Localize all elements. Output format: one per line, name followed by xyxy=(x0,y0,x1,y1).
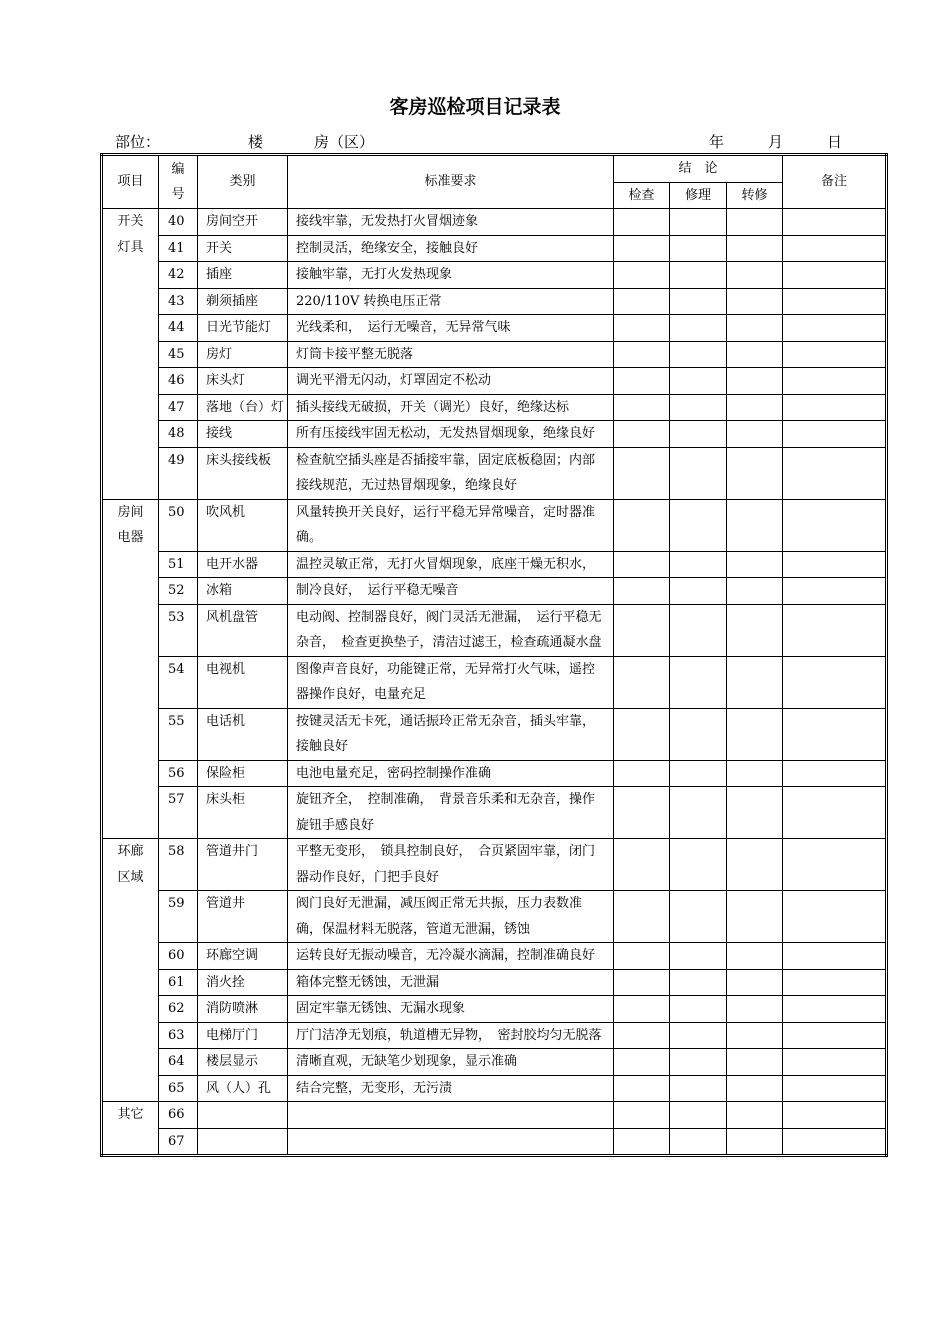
section-label-line2: 区域 xyxy=(117,869,144,885)
table-row xyxy=(102,288,887,315)
item-number: 63 xyxy=(159,1022,198,1049)
section-label-line1: 环廊 xyxy=(117,844,144,859)
table-row xyxy=(102,969,887,996)
item-number: 55 xyxy=(159,708,198,760)
item-number: 62 xyxy=(159,996,198,1023)
repair-cell[interactable] xyxy=(670,969,727,996)
form-title: 客房巡检项目记录表 xyxy=(389,96,561,118)
remarks-cell[interactable] xyxy=(783,578,887,605)
repair-cell[interactable] xyxy=(670,262,727,289)
item-number: 44 xyxy=(159,315,198,342)
transfer-cell[interactable] xyxy=(727,551,783,578)
table-row xyxy=(102,447,887,499)
item-standard: 固定牢靠无锈蚀、无漏水现象 xyxy=(288,996,614,1023)
check-cell[interactable] xyxy=(614,1128,670,1156)
item-number: 41 xyxy=(159,235,198,262)
item-number: 40 xyxy=(159,209,198,236)
transfer-cell[interactable] xyxy=(727,1102,783,1129)
item-standard: 灯筒卡接平整无脱落 xyxy=(288,341,614,368)
item-category: 开关 xyxy=(198,235,288,262)
repair-cell[interactable] xyxy=(670,341,727,368)
table-row xyxy=(102,943,887,970)
repair-cell[interactable] xyxy=(670,209,727,236)
dept-label: 部位： xyxy=(115,133,161,151)
item-standard: 旋钮齐全， 控制准确， 背景音乐柔和无杂音，操作旋钮手感良好 xyxy=(288,787,614,839)
item-standard: 控制灵活，绝缘安全，接触良好 xyxy=(288,235,614,262)
table-row xyxy=(102,1102,887,1129)
item-category: 消火拴 xyxy=(198,969,288,996)
check-cell[interactable] xyxy=(614,315,670,342)
table-row xyxy=(102,551,887,578)
transfer-cell[interactable] xyxy=(727,209,783,236)
table-row xyxy=(102,1128,887,1156)
table-row xyxy=(102,394,887,421)
header-category: 类别 xyxy=(198,155,288,209)
check-cell[interactable] xyxy=(614,787,670,839)
remarks-cell[interactable] xyxy=(783,708,887,760)
remarks-cell[interactable] xyxy=(783,394,887,421)
check-cell[interactable] xyxy=(614,604,670,656)
check-cell[interactable] xyxy=(614,891,670,943)
repair-cell[interactable] xyxy=(670,656,727,708)
transfer-cell[interactable] xyxy=(727,1049,783,1076)
item-standard: 图像声音良好，功能键正常，无异常打火气味，遥控器操作良好，电量充足 xyxy=(288,656,614,708)
item-category xyxy=(198,1128,288,1156)
header-item: 项目 xyxy=(102,155,159,209)
repair-cell[interactable] xyxy=(670,551,727,578)
item-number: 43 xyxy=(159,288,198,315)
check-cell[interactable] xyxy=(614,1049,670,1076)
transfer-cell[interactable] xyxy=(727,996,783,1023)
item-standard: 平整无变形， 锁具控制良好， 合页紧固牢靠，闭门器动作良好，门把手良好 xyxy=(288,839,614,891)
repair-cell[interactable] xyxy=(670,394,727,421)
item-category: 接线 xyxy=(198,421,288,448)
table-row xyxy=(102,708,887,760)
repair-cell[interactable] xyxy=(670,604,727,656)
item-category: 管道井门 xyxy=(198,839,288,891)
section-label-line1: 房间 xyxy=(117,504,144,520)
section-label-line1: 开关 xyxy=(117,214,144,229)
item-standard: 箱体完整无锈蚀，无泄漏 xyxy=(288,969,614,996)
header-conclusion: 结 论 xyxy=(614,155,783,183)
transfer-cell[interactable] xyxy=(727,891,783,943)
remarks-cell[interactable] xyxy=(783,996,887,1023)
repair-cell[interactable] xyxy=(670,315,727,342)
year-label: 年 xyxy=(709,133,725,151)
transfer-cell[interactable] xyxy=(727,578,783,605)
item-category: 吹风机 xyxy=(198,499,288,551)
header-transfer: 转修 xyxy=(727,182,783,209)
transfer-cell[interactable] xyxy=(727,1075,783,1102)
check-cell[interactable] xyxy=(614,943,670,970)
transfer-cell[interactable] xyxy=(727,262,783,289)
item-standard: 检查航空插头座是否插接牢靠，固定底板稳固；内部接线规范，无过热冒烟现象，绝缘良好 xyxy=(288,447,614,499)
item-category: 环廊空调 xyxy=(198,943,288,970)
remarks-cell[interactable] xyxy=(783,499,887,551)
item-standard: 厅门洁净无划痕，轨道槽无异物， 密封胶均匀无脱落 xyxy=(288,1022,614,1049)
repair-cell[interactable] xyxy=(670,839,727,891)
item-standard xyxy=(288,1128,614,1156)
repair-cell[interactable] xyxy=(670,368,727,395)
check-cell[interactable] xyxy=(614,447,670,499)
header-repair: 修理 xyxy=(670,182,727,209)
transfer-cell[interactable] xyxy=(727,839,783,891)
item-number: 60 xyxy=(159,943,198,970)
check-cell[interactable] xyxy=(614,708,670,760)
remarks-cell[interactable] xyxy=(783,1022,887,1049)
transfer-cell[interactable] xyxy=(727,708,783,760)
item-standard: 风量转换开关良好，运行平稳无异常噪音，定时器准确。 xyxy=(288,499,614,551)
check-cell[interactable] xyxy=(614,839,670,891)
item-standard: 阀门良好无泄漏，减压阀正常无共振，压力表数准确，保温材料无脱落，管道无泄漏，锈蚀 xyxy=(288,891,614,943)
repair-cell[interactable] xyxy=(670,996,727,1023)
header-check: 检查 xyxy=(614,182,670,209)
item-number: 54 xyxy=(159,656,198,708)
repair-cell[interactable] xyxy=(670,499,727,551)
repair-cell[interactable] xyxy=(670,891,727,943)
remarks-cell[interactable] xyxy=(783,1049,887,1076)
remarks-cell[interactable] xyxy=(783,551,887,578)
item-category: 风机盘管 xyxy=(198,604,288,656)
table-row xyxy=(102,1049,887,1076)
item-category: 电梯厅门 xyxy=(198,1022,288,1049)
section-label xyxy=(102,1102,159,1156)
item-number: 46 xyxy=(159,368,198,395)
table-row xyxy=(102,1022,887,1049)
item-number: 49 xyxy=(159,447,198,499)
check-cell[interactable] xyxy=(614,262,670,289)
table-row xyxy=(102,341,887,368)
transfer-cell[interactable] xyxy=(727,394,783,421)
item-standard: 温控灵敏正常，无打火冒烟现象，底座干燥无积水， xyxy=(288,551,614,578)
header-remarks: 备注 xyxy=(783,155,887,209)
transfer-cell[interactable] xyxy=(727,1022,783,1049)
item-standard: 结合完整，无变形，无污渍 xyxy=(288,1075,614,1102)
transfer-cell[interactable] xyxy=(727,787,783,839)
check-cell[interactable] xyxy=(614,421,670,448)
repair-cell[interactable] xyxy=(670,288,727,315)
section-label xyxy=(102,839,159,1102)
item-number: 61 xyxy=(159,969,198,996)
remarks-cell[interactable] xyxy=(783,1128,887,1156)
item-number: 66 xyxy=(159,1102,198,1129)
item-number: 59 xyxy=(159,891,198,943)
item-number: 57 xyxy=(159,787,198,839)
table-row xyxy=(102,315,887,342)
check-cell[interactable] xyxy=(614,760,670,787)
item-standard: 电池电量充足，密码控制操作准确 xyxy=(288,760,614,787)
remarks-cell[interactable] xyxy=(783,787,887,839)
check-cell[interactable] xyxy=(614,551,670,578)
transfer-cell[interactable] xyxy=(727,656,783,708)
item-category: 床头接线板 xyxy=(198,447,288,499)
remarks-cell[interactable] xyxy=(783,760,887,787)
item-category: 楼层显示 xyxy=(198,1049,288,1076)
table-row xyxy=(102,996,887,1023)
check-cell[interactable] xyxy=(614,341,670,368)
table-row xyxy=(102,891,887,943)
section-label xyxy=(102,499,159,839)
remarks-cell[interactable] xyxy=(783,656,887,708)
table-row xyxy=(102,499,887,551)
table-row xyxy=(102,604,887,656)
table-row xyxy=(102,1075,887,1102)
item-standard xyxy=(288,1102,614,1129)
inspection-table xyxy=(100,153,888,1157)
check-cell[interactable] xyxy=(614,578,670,605)
header-standard: 标准要求 xyxy=(288,155,614,209)
remarks-cell[interactable] xyxy=(783,421,887,448)
remarks-cell[interactable] xyxy=(783,315,887,342)
item-category: 电视机 xyxy=(198,656,288,708)
repair-cell[interactable] xyxy=(670,1075,727,1102)
item-number: 47 xyxy=(159,394,198,421)
item-standard: 电动阀、控制器良好，阀门灵活无泄漏， 运行平稳无杂音， 检查更换垫子，清洁过滤王，检查疏通凝水盘 xyxy=(288,604,614,656)
check-cell[interactable] xyxy=(614,235,670,262)
item-category: 剃须插座 xyxy=(198,288,288,315)
item-number: 48 xyxy=(159,421,198,448)
item-category: 冰箱 xyxy=(198,578,288,605)
remarks-cell[interactable] xyxy=(783,447,887,499)
item-number: 67 xyxy=(159,1128,198,1156)
repair-cell[interactable] xyxy=(670,235,727,262)
repair-cell[interactable] xyxy=(670,1128,727,1156)
repair-cell[interactable] xyxy=(670,1049,727,1076)
table-row xyxy=(102,787,887,839)
table-row xyxy=(102,235,887,262)
section-label-line2: 灯具 xyxy=(117,239,144,255)
transfer-cell[interactable] xyxy=(727,760,783,787)
transfer-cell[interactable] xyxy=(727,235,783,262)
item-number: 56 xyxy=(159,760,198,787)
floor-label: 楼 xyxy=(248,133,264,151)
item-category: 房间空开 xyxy=(198,209,288,236)
header-number xyxy=(159,155,198,209)
item-category: 房灯 xyxy=(198,341,288,368)
item-category: 落地（台）灯 xyxy=(198,394,288,421)
remarks-cell[interactable] xyxy=(783,288,887,315)
check-cell[interactable] xyxy=(614,209,670,236)
check-cell[interactable] xyxy=(614,368,670,395)
repair-cell[interactable] xyxy=(670,787,727,839)
check-cell[interactable] xyxy=(614,996,670,1023)
transfer-cell[interactable] xyxy=(727,288,783,315)
item-category: 管道井 xyxy=(198,891,288,943)
table-row xyxy=(102,209,887,236)
item-category: 日光节能灯 xyxy=(198,315,288,342)
item-number: 58 xyxy=(159,839,198,891)
table-row xyxy=(102,578,887,605)
item-category: 消防喷淋 xyxy=(198,996,288,1023)
repair-cell[interactable] xyxy=(670,1102,727,1129)
item-standard: 220/110V 转换电压正常 xyxy=(288,288,614,315)
item-standard: 所有压接线牢固无松动，无发热冒烟现象，绝缘良好 xyxy=(288,421,614,448)
item-number: 50 xyxy=(159,499,198,551)
item-standard: 运转良好无振动噪音，无冷凝水滴漏，控制准确良好 xyxy=(288,943,614,970)
transfer-cell[interactable] xyxy=(727,315,783,342)
item-standard: 光线柔和， 运行无噪音，无异常气味 xyxy=(288,315,614,342)
item-category: 插座 xyxy=(198,262,288,289)
check-cell[interactable] xyxy=(614,394,670,421)
header-number-text: 编号 xyxy=(171,162,185,202)
table-row xyxy=(102,421,887,448)
remarks-cell[interactable] xyxy=(783,368,887,395)
table-row xyxy=(102,760,887,787)
repair-cell[interactable] xyxy=(670,421,727,448)
table-row xyxy=(102,368,887,395)
repair-cell[interactable] xyxy=(670,1022,727,1049)
item-standard: 接线牢靠，无发热打火冒烟迹象 xyxy=(288,209,614,236)
item-category xyxy=(198,1102,288,1129)
repair-cell[interactable] xyxy=(670,447,727,499)
repair-cell[interactable] xyxy=(670,578,727,605)
transfer-cell[interactable] xyxy=(727,447,783,499)
table-row xyxy=(102,656,887,708)
section-label xyxy=(102,209,159,500)
check-cell[interactable] xyxy=(614,499,670,551)
remarks-cell[interactable] xyxy=(783,235,887,262)
transfer-cell[interactable] xyxy=(727,1128,783,1156)
item-standard: 制冷良好， 运行平稳无噪音 xyxy=(288,578,614,605)
repair-cell[interactable] xyxy=(670,760,727,787)
check-cell[interactable] xyxy=(614,1022,670,1049)
transfer-cell[interactable] xyxy=(727,341,783,368)
transfer-cell[interactable] xyxy=(727,368,783,395)
item-standard: 调光平滑无闪动，灯罩固定不松动 xyxy=(288,368,614,395)
room-label: 房（区） xyxy=(314,133,375,151)
remarks-cell[interactable] xyxy=(783,969,887,996)
item-standard: 清晰直观，无缺笔少划现象，显示准确 xyxy=(288,1049,614,1076)
item-standard: 按键灵活无卡死，通话振玲正常无杂音，插头牢靠，接触良好 xyxy=(288,708,614,760)
remarks-cell[interactable] xyxy=(783,1102,887,1129)
remarks-cell[interactable] xyxy=(783,891,887,943)
item-number: 45 xyxy=(159,341,198,368)
transfer-cell[interactable] xyxy=(727,499,783,551)
check-cell[interactable] xyxy=(614,1102,670,1129)
check-cell[interactable] xyxy=(614,288,670,315)
section-label-line2: 电器 xyxy=(117,530,144,545)
remarks-cell[interactable] xyxy=(783,1075,887,1102)
item-category: 保险柜 xyxy=(198,760,288,787)
transfer-cell[interactable] xyxy=(727,421,783,448)
header-row xyxy=(102,155,887,183)
repair-cell[interactable] xyxy=(670,708,727,760)
section-label-line1: 其它 xyxy=(117,1107,144,1122)
item-category: 电开水器 xyxy=(198,551,288,578)
remarks-cell[interactable] xyxy=(783,341,887,368)
remarks-cell[interactable] xyxy=(783,839,887,891)
item-number: 65 xyxy=(159,1075,198,1102)
item-number: 64 xyxy=(159,1049,198,1076)
item-number: 53 xyxy=(159,604,198,656)
transfer-cell[interactable] xyxy=(727,604,783,656)
remarks-cell[interactable] xyxy=(783,209,887,236)
check-cell[interactable] xyxy=(614,969,670,996)
item-category: 电话机 xyxy=(198,708,288,760)
item-standard: 接触牢靠，无打火发热现象 xyxy=(288,262,614,289)
remarks-cell[interactable] xyxy=(783,262,887,289)
item-category: 床头灯 xyxy=(198,368,288,395)
item-number: 51 xyxy=(159,551,198,578)
transfer-cell[interactable] xyxy=(727,943,783,970)
table-row xyxy=(102,839,887,891)
remarks-cell[interactable] xyxy=(783,604,887,656)
table-row xyxy=(102,262,887,289)
remarks-cell[interactable] xyxy=(783,943,887,970)
item-category: 床头柜 xyxy=(198,787,288,839)
month-label: 月 xyxy=(768,133,784,151)
item-standard: 插头接线无破损，开关（调光）良好，绝缘达标 xyxy=(288,394,614,421)
day-label: 日 xyxy=(827,133,843,151)
item-number: 52 xyxy=(159,578,198,605)
check-cell[interactable] xyxy=(614,1075,670,1102)
repair-cell[interactable] xyxy=(670,943,727,970)
check-cell[interactable] xyxy=(614,656,670,708)
item-number: 42 xyxy=(159,262,198,289)
transfer-cell[interactable] xyxy=(727,969,783,996)
item-category: 风（人）孔 xyxy=(198,1075,288,1102)
